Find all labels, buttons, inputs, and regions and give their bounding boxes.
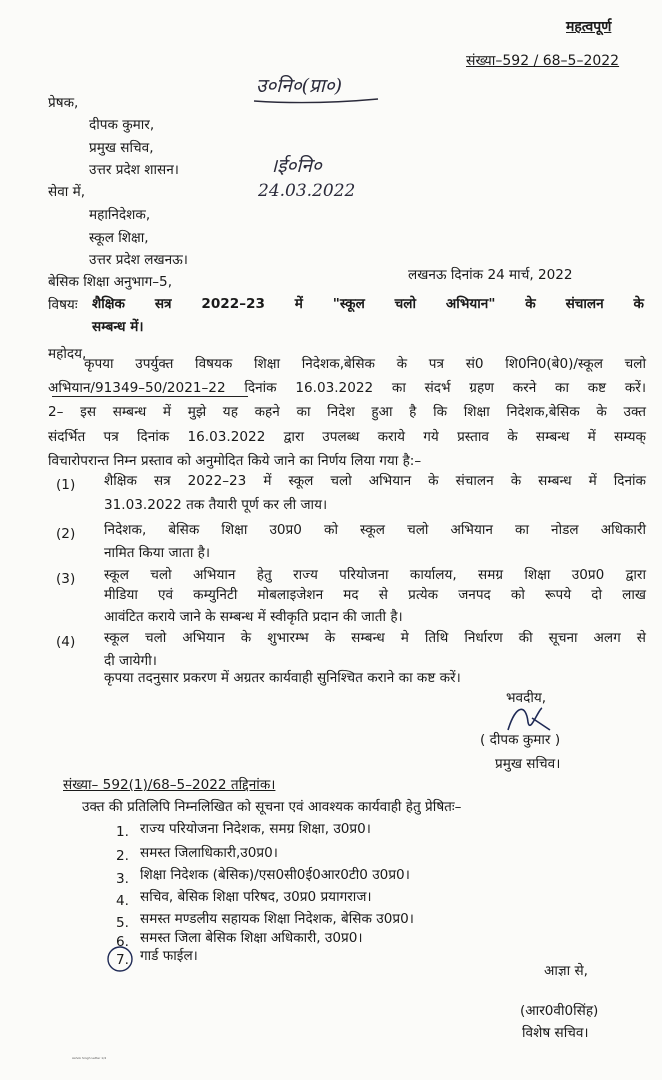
copy-item-text: राज्य परियोजना निदेशक, समग्र शिक्षा, उ0प्र0।: [140, 821, 371, 837]
sender-label: प्रेषक,: [48, 95, 79, 111]
handwritten-underline: [252, 96, 382, 106]
copy-item-text: समस्त मण्डलीय सहायक शिक्षा निदेशक, बेसिक उ0प्र0।: [140, 911, 414, 927]
handwritten-office-note: उ०नि०(प्रा०): [256, 75, 343, 97]
recipient-place: उत्तर प्रदेश लखनऊ।: [89, 252, 188, 268]
importance-label: महत्वपूर्ण: [566, 19, 612, 35]
point-number: (4): [56, 634, 76, 650]
order-label: आज्ञा से,: [544, 963, 588, 979]
copy-item-text: सचिव, बेसिक शिक्षा परिषद, उ0प्र0 प्रयागराज।: [140, 889, 372, 905]
point-4-line-1: स्कूल चलो अभियान के शुभारम्भ के सम्बन्ध मे तिथि निर्धारण की सूचना अलग से: [104, 630, 646, 646]
reference-underline: [52, 396, 248, 397]
regards: भवदीय,: [506, 690, 547, 706]
point-3-line-2: मीडिया एवं कम्युनिटी मोबलाइजेशन मद से प्रत्येक जनपद को रूपये दो लाख: [104, 587, 646, 603]
copy-item-text: समस्त जिला बेसिक शिक्षा अधिकारी, उ0प्र0।: [140, 930, 363, 946]
copy-item-number: 1.: [116, 824, 129, 840]
sender-designation: प्रमुख सचिव,: [89, 140, 154, 156]
point-1-line-2: 31.03.2022 तक तैयारी पूर्ण कर ली जाय।: [104, 497, 328, 513]
handwritten-receipt-date: 24.03.2022: [258, 181, 356, 201]
copy-item-number: 5.: [116, 915, 129, 931]
point-number: (1): [56, 477, 76, 493]
copy-intro: उक्त की प्रतिलिपि निम्नलिखित को सूचना एवं आवश्यक कार्यवाही हेतु प्रेषितः–: [82, 799, 462, 815]
recipient-label: सेवा में,: [48, 184, 86, 200]
point-2-line-1: निदेशक, बेसिक शिक्षा उ0प्र0 को स्कूल चलो अभियान का नोडल अधिकारी: [104, 522, 646, 538]
signatory-name: ( दीपक कुमार ): [480, 732, 561, 748]
point-number: (3): [56, 571, 76, 587]
copy-item-number: 2.: [116, 848, 129, 864]
paragraph-2-line-3: विचारोपरान्त निम्न प्रस्ताव को अनुमोदित किये जाने का निर्णय लिया गया है:–: [48, 453, 422, 469]
handwritten-receipt-note: ।ई०नि०: [270, 155, 322, 177]
recipient-dept: स्कूल शिक्षा,: [89, 230, 149, 246]
copy-item-text: गार्ड फाईल।: [140, 948, 198, 964]
paragraph-2-line-2: संदर्भित पत्र दिनांक 16.03.2022 द्वारा उपलब्ध कराये गये प्रस्ताव के सम्बन्ध में सम्यक्: [48, 429, 646, 445]
copy-item-text: शिक्षा निदेशक (बेसिक)/एस0सी0ई0आर0टी0 उ0प्र0।: [140, 867, 410, 883]
copy-item-number: 7.: [116, 952, 129, 968]
point-4-line-2: दी जायेगी।: [104, 653, 157, 669]
special-secretary-name: (आर0वी0सिंह): [520, 1003, 599, 1019]
point-3-line-3: आवंटित कराये जाने के सम्बन्ध में स्वीकृति प्रदान की जाती है।: [104, 609, 403, 625]
subject-line-1: शैक्षिक सत्र 2022–23 में "स्कूल चलो अभियान" के संचालन के: [92, 296, 644, 312]
sender-name: दीपक कुमार,: [89, 117, 155, 133]
sender-office: उत्तर प्रदेश शासन।: [89, 162, 179, 178]
special-secretary-designation: विशेष सचिव।: [522, 1025, 589, 1041]
copy-item-number: 3.: [116, 871, 129, 887]
signatory-designation: प्रमुख सचिव।: [495, 756, 561, 772]
closing-request: कृपया तदनुसार प्रकरण में अग्रतर कार्यवाही सुनिश्चित कराने का कष्ट करें।: [104, 670, 461, 686]
subject-label: विषयः: [48, 297, 78, 313]
point-3-line-1: स्कूल चलो अभियान हेतु राज्य परियोजना कार्यालय, समग्र शिक्षा उ0प्र0 द्वारा: [104, 567, 646, 583]
copy-reference: संख्या– 592(1)/68–5–2022 तद्दिनांक।: [63, 777, 276, 793]
copy-item-text: समस्त जिलाधिकारी,उ0प्र0।: [140, 845, 278, 861]
point-1-line-1: शैक्षिक सत्र 2022–23 में स्कूल चलो अभियान के संचालन के सम्बन्ध में दिनांक: [104, 473, 646, 489]
section-name: बेसिक शिक्षा अनुभाग–5,: [48, 274, 173, 290]
salutation: महोदय,: [48, 346, 87, 362]
copy-item-number: 6.: [116, 934, 129, 950]
paragraph-1-line-1: कृपया उपर्युक्त विषयक शिक्षा निदेशक,बेसिक के पत्र सं0 शि0नि0(बे0)/स्कूल चलो: [84, 356, 646, 372]
point-number: (2): [56, 526, 76, 542]
subject-line-2: सम्बन्ध में।: [92, 319, 144, 335]
recipient-title: महानिदेशक,: [89, 207, 151, 223]
paragraph-1-line-2: अभियान/91349–50/2021–22 दिनांक 16.03.2022 का संदर्भ ग्रहण करने का कष्ट करें।: [48, 380, 646, 396]
reference-number: संख्या–592 / 68–5–2022: [466, 53, 620, 69]
point-2-line-2: नामित किया जाता है।: [104, 545, 211, 561]
place-date: लखनऊ दिनांक 24 मार्च, 2022: [408, 267, 573, 283]
paragraph-2-line-1: 2– इस सम्बन्ध में मुझे यह कहने का निदेश हुआ है कि शिक्षा निदेशक,बेसिक के उक्त: [48, 404, 646, 420]
footer-print-mark: Ashok Singh Letter 1/4: [72, 1056, 107, 1060]
copy-item-number: 4.: [116, 893, 129, 909]
